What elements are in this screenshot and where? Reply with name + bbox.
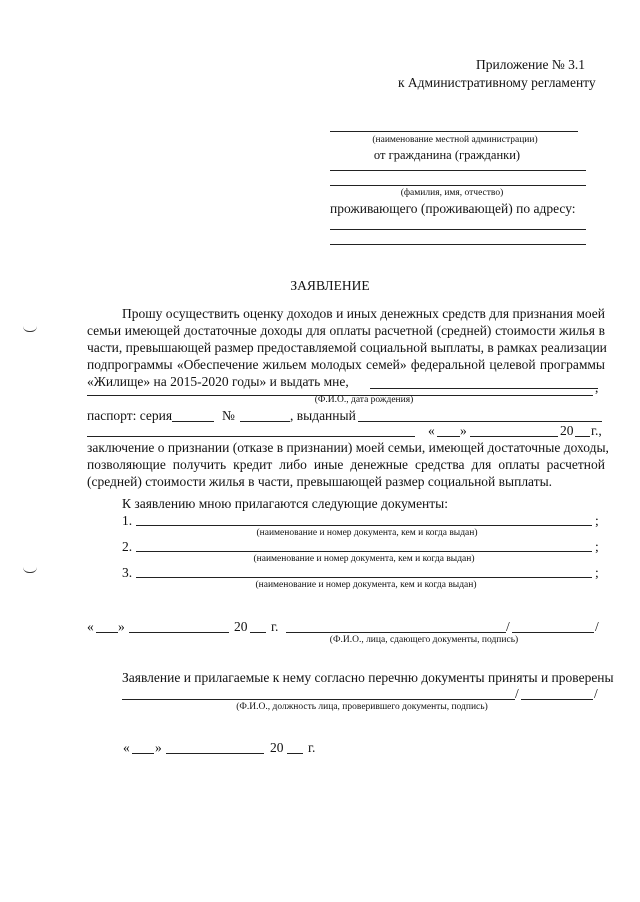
accepted-slash-2: / xyxy=(594,686,598,701)
submit-slash-1: / xyxy=(506,619,510,634)
admin-name-line[interactable] xyxy=(330,131,578,132)
document-3-field[interactable] xyxy=(136,577,592,578)
date-quote-open: « xyxy=(428,423,435,438)
document-2-field[interactable] xyxy=(136,551,592,552)
recipient-fio-line-1[interactable] xyxy=(370,388,598,389)
document-title: ЗАЯВЛЕНИЕ xyxy=(290,278,370,293)
footer-year-prefix: 20 xyxy=(270,740,284,755)
address-line-1[interactable] xyxy=(330,229,586,230)
document-3-caption: (наименование и номер документа, кем и когда выдан) xyxy=(255,580,477,590)
submit-year-field[interactable] xyxy=(250,632,266,633)
submit-month-field[interactable] xyxy=(129,632,229,633)
issue-year-field[interactable] xyxy=(575,436,590,437)
citizen-line-1[interactable] xyxy=(330,170,586,171)
issue-year-prefix: 20 xyxy=(560,423,574,438)
documents-intro: К заявлению мною прилагаются следующие документы: xyxy=(122,496,449,511)
submit-slash-2: / xyxy=(595,619,599,634)
checker-signature-field[interactable] xyxy=(521,699,593,700)
submit-quote-close: » xyxy=(118,619,125,634)
issuer-continuation-line[interactable] xyxy=(87,436,415,437)
citizen-line-2[interactable] xyxy=(330,185,586,186)
binding-mark-top xyxy=(23,326,37,332)
address-line-2[interactable] xyxy=(330,244,586,245)
accepted-statement: Заявление и прилагаемые к нему согласно перечню документы приняты и проверены xyxy=(122,670,614,685)
submit-day-field[interactable] xyxy=(96,632,118,633)
footer-year-field[interactable] xyxy=(287,753,303,754)
document-1-number: 1. xyxy=(122,513,133,528)
passport-number-field[interactable] xyxy=(240,421,290,422)
body-line-8: (средней) стоимости жилья в части, превышающей размер социальной выплаты. xyxy=(87,474,553,489)
document-1-caption: (наименование и номер документа, кем и когда выдан) xyxy=(256,528,478,538)
footer-quote-open: « xyxy=(123,740,130,755)
footer-year-suffix: г. xyxy=(308,740,316,755)
submit-year-prefix: 20 xyxy=(234,619,248,634)
passport-issued-label: , выданный xyxy=(290,408,356,423)
submitter-signature-field[interactable] xyxy=(512,632,594,633)
document-2-caption: (наименование и номер документа, кем и когда выдан) xyxy=(253,554,475,564)
document-2-end: ; xyxy=(595,539,599,554)
body-line-5: «Жилище» на 2015-2020 годы» и выдать мне, xyxy=(87,374,349,389)
document-3-end: ; xyxy=(595,565,599,580)
accepted-slash-1: / xyxy=(515,686,519,701)
passport-number-sign: № xyxy=(222,408,235,423)
passport-issuer-field[interactable] xyxy=(358,421,602,422)
checker-fio-field[interactable] xyxy=(122,699,515,700)
body-line-6: заключение о признании (отказе в признании) моей семьи, имеющей достаточные доходы, xyxy=(87,440,609,455)
submit-quote-open: « xyxy=(87,619,94,634)
appendix-number: Приложение № 3.1 xyxy=(476,57,585,72)
footer-quote-close: » xyxy=(155,740,162,755)
submitter-fio-field[interactable] xyxy=(286,632,506,633)
body-line-3: части, превышающей размер предоставляемой социальной выплаты, в рамках реализации xyxy=(87,340,607,355)
footer-month-field[interactable] xyxy=(166,753,264,754)
residing-label: проживающего (проживающей) по адресу: xyxy=(330,201,576,216)
body-line-1: Прошу осуществить оценку доходов и иных денежных средств для признания моей xyxy=(122,306,605,321)
document-1-end: ; xyxy=(595,513,599,528)
submitter-caption: (Ф.И.О., лица, сдающего документы, подпись) xyxy=(329,635,519,645)
body-line-2: семьи имеющей достаточные доходы для оплаты расчетной (средней) стоимости жилья в xyxy=(87,323,605,338)
body-line-4: подпрограммы «Обеспечение жильем молодых семей» федеральной целевой программы xyxy=(87,357,605,372)
date-quote-close: » xyxy=(460,423,467,438)
document-3-number: 3. xyxy=(122,565,133,580)
regulation-reference: к Административному регламенту xyxy=(398,75,596,90)
passport-series-label: паспорт: серия xyxy=(87,408,173,423)
issue-month-field[interactable] xyxy=(470,436,558,437)
body-line-7: позволяющие получить кредит либо иные денежные средства для оплаты расчетной xyxy=(87,457,605,472)
document-1-field[interactable] xyxy=(136,525,592,526)
binding-mark-bottom xyxy=(23,567,37,573)
from-citizen-label: от гражданина (гражданки) xyxy=(373,148,521,162)
document-2-number: 2. xyxy=(122,539,133,554)
footer-day-field[interactable] xyxy=(132,753,154,754)
checker-caption: (Ф.И.О., должность лица, проверившего документы, подпись) xyxy=(236,702,488,712)
comma: , xyxy=(595,380,599,395)
issue-day-field[interactable] xyxy=(437,436,460,437)
submit-year-suffix: г. xyxy=(271,619,279,634)
issue-year-suffix: г., xyxy=(591,423,602,438)
passport-series-field[interactable] xyxy=(172,421,214,422)
fio-dob-caption: (Ф.И.О., дата рождения) xyxy=(314,395,414,405)
fio-caption: (фамилия, имя, отчество) xyxy=(400,188,504,198)
admin-name-caption: (наименование местной администрации) xyxy=(372,135,538,145)
